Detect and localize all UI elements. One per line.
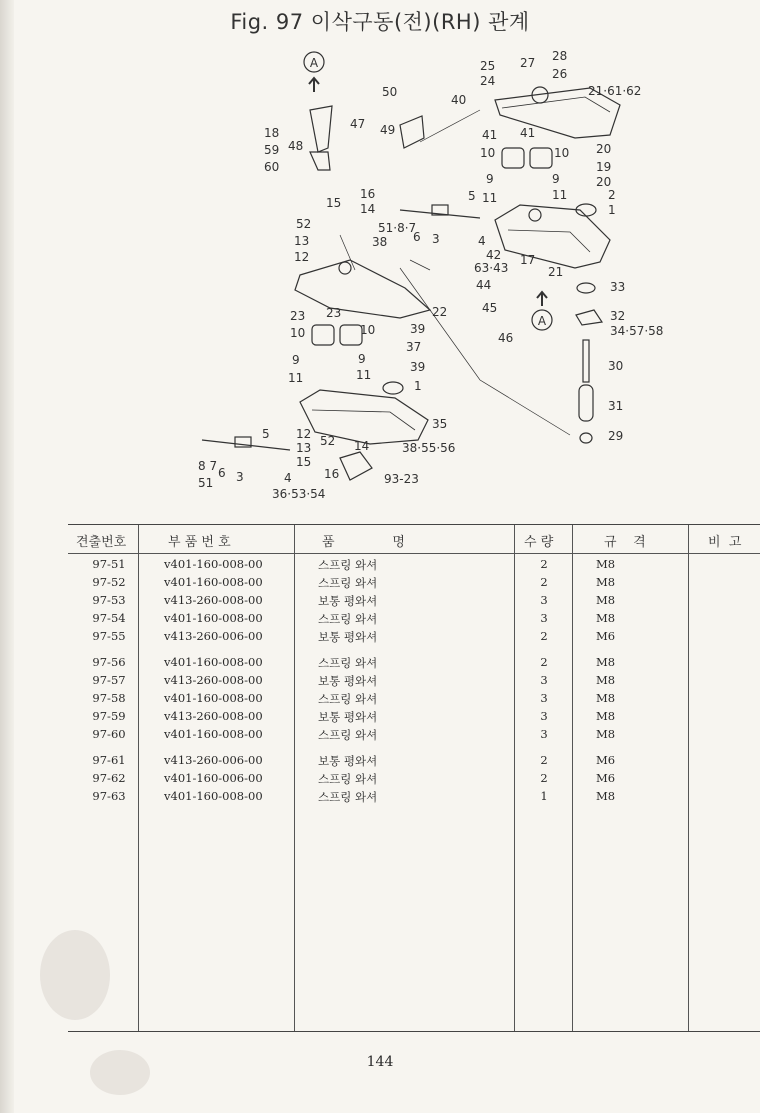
label-9b: 9 xyxy=(552,172,560,186)
label-38-55-56: 38·55·56 xyxy=(402,441,456,455)
table-header xyxy=(68,525,760,554)
paper-stain xyxy=(40,930,110,1020)
cell-qty: 3 xyxy=(540,691,548,705)
label-15b: 15 xyxy=(296,455,312,469)
cell-part-no: v401-160-008-00 xyxy=(164,557,263,571)
label-26: 26 xyxy=(552,67,568,81)
label-35: 35 xyxy=(432,417,448,431)
label-21-61-62: 21·61·62 xyxy=(588,84,642,98)
label-20b: 20 xyxy=(596,175,612,189)
cell-name: 스프링 와셔 xyxy=(318,612,378,626)
label-11a: 11 xyxy=(482,191,498,205)
cell-qty: 2 xyxy=(540,771,548,785)
label-42: 42 xyxy=(486,248,502,262)
cell-part-no: v413-260-008-00 xyxy=(164,593,263,607)
cell-spec: M8 xyxy=(596,789,616,803)
cell-part-no: v401-160-008-00 xyxy=(164,611,263,625)
table-row xyxy=(68,671,760,689)
label-10c: 10 xyxy=(290,326,306,340)
cell-qty: 3 xyxy=(540,673,548,687)
cell-spec: M8 xyxy=(596,709,616,723)
label-15a: 15 xyxy=(326,196,342,210)
page-number: 144 xyxy=(366,1054,394,1070)
label-51-8-7: 51·8·7 xyxy=(378,221,417,235)
cell-qty: 2 xyxy=(540,575,548,589)
cell-part-no: v401-160-008-00 xyxy=(164,727,263,741)
cell-name: 보통 평와셔 xyxy=(318,754,378,768)
table-row xyxy=(68,653,760,671)
cell-spec: M8 xyxy=(596,655,616,669)
cell-part-no: v413-260-008-00 xyxy=(164,709,263,723)
label-39a: 39 xyxy=(410,322,426,336)
cell-qty: 1 xyxy=(540,789,548,803)
label-11c: 11 xyxy=(288,371,304,385)
cell-part-no: v413-260-006-00 xyxy=(164,753,263,767)
cell-spec: M8 xyxy=(596,611,616,625)
label-14a: 14 xyxy=(360,202,376,216)
cell-qty: 2 xyxy=(540,629,548,643)
label-23a: 23 xyxy=(290,309,306,323)
cell-spec: M8 xyxy=(596,575,616,589)
cell-part-no: v413-260-006-00 xyxy=(164,629,263,643)
cell-name: 스프링 와셔 xyxy=(318,728,378,742)
header-ref: 견출번호 xyxy=(76,535,127,550)
label-52a: 52 xyxy=(296,217,312,231)
label-37: 37 xyxy=(406,340,422,354)
cell-spec: M8 xyxy=(596,691,616,705)
label-23b: 23 xyxy=(326,306,342,320)
cell-name: 스프링 와셔 xyxy=(318,790,378,804)
cell-part-no: v401-160-006-00 xyxy=(164,771,263,785)
cell-name: 보통 평와셔 xyxy=(318,594,378,608)
label-12a: 12 xyxy=(294,250,310,264)
label-3a: 3 xyxy=(432,232,440,246)
cell-ref: 97-52 xyxy=(92,575,126,589)
label-3b: 3 xyxy=(236,470,244,484)
label-20a: 20 xyxy=(596,142,612,156)
cell-part-no: v413-260-008-00 xyxy=(164,673,263,687)
label-13a: 13 xyxy=(294,234,310,248)
cell-ref: 97-56 xyxy=(92,655,126,669)
figure-title: Fig. 97 이삭구동(전)(RH) 관계 xyxy=(230,10,530,34)
cell-ref: 97-63 xyxy=(92,789,126,803)
cell-qty: 2 xyxy=(540,655,548,669)
cell-spec: M8 xyxy=(596,557,616,571)
page-edge xyxy=(0,0,14,1113)
cell-spec: M8 xyxy=(596,673,616,687)
label-34-57-58: 34·57·58 xyxy=(610,324,664,338)
label-50: 50 xyxy=(382,85,398,99)
label-29: 29 xyxy=(608,429,624,443)
label-5a: 5 xyxy=(468,189,476,203)
cell-part-no: v401-160-008-00 xyxy=(164,789,263,803)
label-18: 18 xyxy=(264,126,280,140)
cell-ref: 97-54 xyxy=(92,611,126,625)
label-11d: 11 xyxy=(356,368,372,382)
label-10b: 10 xyxy=(554,146,570,160)
table-row xyxy=(68,591,760,609)
cell-ref: 97-55 xyxy=(92,629,126,643)
cell-part-no: v401-160-008-00 xyxy=(164,691,263,705)
label-33: 33 xyxy=(610,280,626,294)
label-36-53-54: 36·53·54 xyxy=(272,487,326,501)
label-11b: 11 xyxy=(552,188,568,202)
cell-qty: 3 xyxy=(540,709,548,723)
header-qty: 수 량 xyxy=(524,535,554,550)
parts-table xyxy=(68,524,760,1032)
cell-ref: 97-60 xyxy=(92,727,126,741)
diagram-labels xyxy=(198,49,663,501)
header-part-no: 부 품 번 호 xyxy=(168,535,231,550)
label-19: 19 xyxy=(596,160,612,174)
cell-spec: M8 xyxy=(596,593,616,607)
label-14b: 14 xyxy=(354,439,370,453)
cell-qty: 3 xyxy=(540,611,548,625)
cell-qty: 3 xyxy=(540,593,548,607)
table-row xyxy=(68,573,760,591)
cell-ref: 97-59 xyxy=(92,709,126,723)
header-name: 품 명 xyxy=(322,535,405,550)
exploded-parts-diagram xyxy=(190,40,670,510)
label-25: 25 xyxy=(480,59,496,73)
label-12b: 12 xyxy=(296,427,312,441)
cell-spec: M8 xyxy=(596,727,616,741)
label-39b: 39 xyxy=(410,360,426,374)
label-47: 47 xyxy=(350,117,366,131)
label-1a: 1 xyxy=(608,203,616,217)
label-59: 59 xyxy=(264,143,280,157)
label-10d: 10 xyxy=(360,323,376,337)
label-93-23: 93-23 xyxy=(384,472,419,486)
label-4a: 4 xyxy=(478,234,486,248)
table-row xyxy=(68,609,760,627)
table-row xyxy=(68,725,760,743)
label-1b: 1 xyxy=(414,379,422,393)
label-9c: 9 xyxy=(292,353,300,367)
label-4b: 4 xyxy=(284,471,292,485)
label-8-7: 8 7 xyxy=(198,459,218,473)
label-51: 51 xyxy=(198,476,214,490)
table-row xyxy=(68,787,760,805)
label-24: 24 xyxy=(480,74,496,88)
cell-name: 스프링 와셔 xyxy=(318,576,378,590)
cell-ref: 97-51 xyxy=(92,557,126,571)
cell-ref: 97-53 xyxy=(92,593,126,607)
callout-a-top: A xyxy=(309,56,319,70)
cell-part-no: v401-160-008-00 xyxy=(164,655,263,669)
header-spec: 규 격 xyxy=(604,535,646,550)
label-31: 31 xyxy=(608,399,624,413)
cell-ref: 97-58 xyxy=(92,691,126,705)
label-52b: 52 xyxy=(320,434,336,448)
table-row xyxy=(68,751,760,769)
label-49: 49 xyxy=(380,123,396,137)
cell-name: 보통 평와셔 xyxy=(318,630,378,644)
header-remarks: 비 고 xyxy=(708,535,742,550)
label-63-43: 63·43 xyxy=(474,261,509,275)
label-6b: 6 xyxy=(218,466,226,480)
label-21b: 21 xyxy=(548,265,564,279)
callout-a-mid: A xyxy=(537,314,547,328)
label-38a: 38 xyxy=(372,235,388,249)
label-40: 40 xyxy=(451,93,467,107)
label-16b: 16 xyxy=(324,467,340,481)
label-46: 46 xyxy=(498,331,514,345)
label-17: 17 xyxy=(520,253,536,267)
label-13b: 13 xyxy=(296,441,312,455)
cell-qty: 3 xyxy=(540,727,548,741)
label-32: 32 xyxy=(610,309,626,323)
cell-spec: M6 xyxy=(596,629,616,643)
cell-part-no: v401-160-008-00 xyxy=(164,575,263,589)
label-48: 48 xyxy=(288,139,304,153)
table-row xyxy=(68,689,760,707)
table-row xyxy=(68,707,760,725)
label-2a: 2 xyxy=(608,188,616,202)
table-row xyxy=(68,555,760,573)
label-60: 60 xyxy=(264,160,280,174)
table-row xyxy=(68,769,760,787)
cell-name: 보통 평와셔 xyxy=(318,710,378,724)
label-10a: 10 xyxy=(480,146,496,160)
label-41a: 41 xyxy=(482,128,498,142)
label-28: 28 xyxy=(552,49,568,63)
cell-name: 스프링 와셔 xyxy=(318,558,378,572)
label-9d: 9 xyxy=(358,352,366,366)
label-6a: 6 xyxy=(413,230,421,244)
label-27: 27 xyxy=(520,56,536,70)
cell-name: 보통 평와셔 xyxy=(318,674,378,688)
label-16a: 16 xyxy=(360,187,376,201)
label-5b: 5 xyxy=(262,427,270,441)
cell-qty: 2 xyxy=(540,753,548,767)
cell-ref: 97-62 xyxy=(92,771,126,785)
cell-name: 스프링 와셔 xyxy=(318,656,378,670)
label-22: 22 xyxy=(432,305,448,319)
label-44: 44 xyxy=(476,278,492,292)
cell-name: 스프링 와셔 xyxy=(318,692,378,706)
cell-ref: 97-57 xyxy=(92,673,126,687)
label-9a: 9 xyxy=(486,172,494,186)
cell-name: 스프링 와셔 xyxy=(318,772,378,786)
label-41b: 41 xyxy=(520,126,536,140)
table-row xyxy=(68,627,760,645)
label-45: 45 xyxy=(482,301,498,315)
cell-ref: 97-61 xyxy=(92,753,126,767)
cell-spec: M6 xyxy=(596,771,616,785)
label-30: 30 xyxy=(608,359,624,373)
cell-qty: 2 xyxy=(540,557,548,571)
cell-spec: M6 xyxy=(596,753,616,767)
